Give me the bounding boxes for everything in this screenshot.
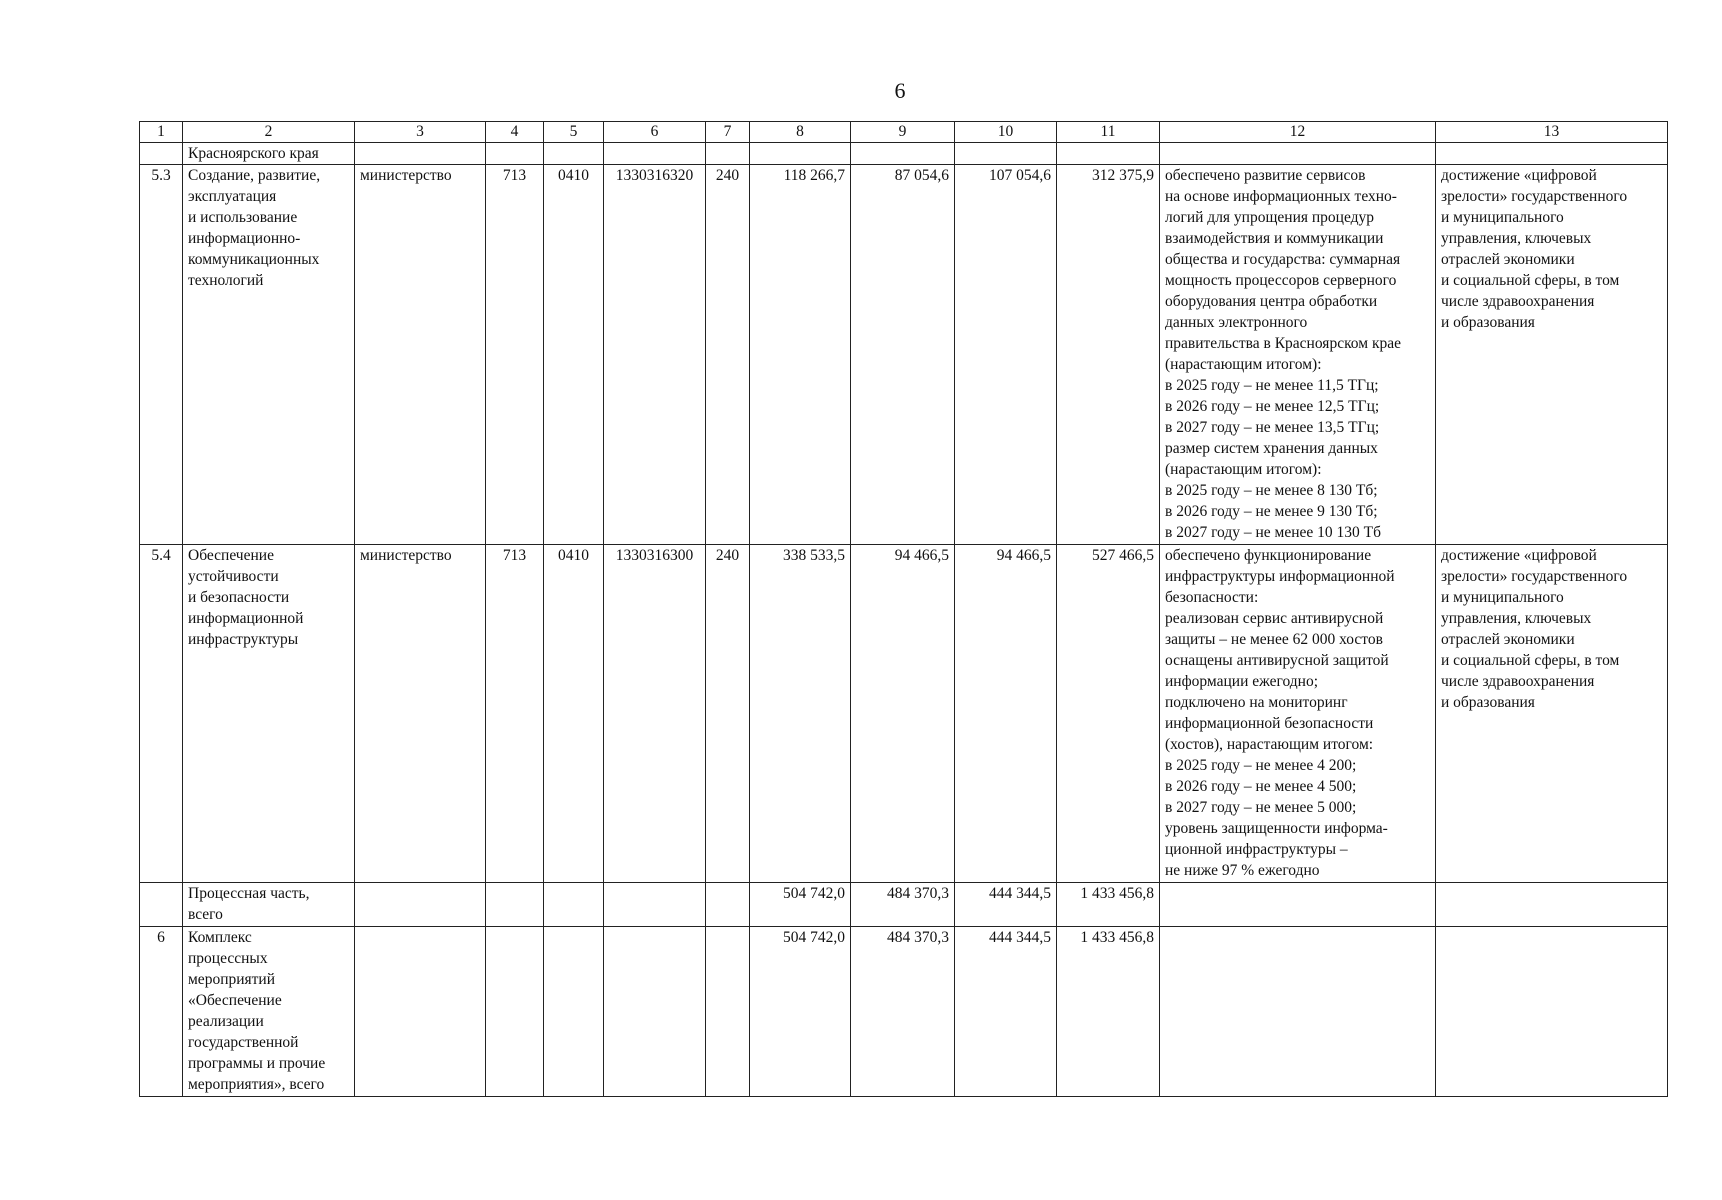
amount-9: 87 054,6 — [851, 165, 955, 545]
amount-11: 312 375,9 — [1057, 165, 1160, 545]
amount-11: 1 433 456,8 — [1057, 927, 1160, 1097]
column-header: 13 — [1436, 122, 1668, 143]
cell-code-4: 713 — [486, 165, 544, 545]
amount-9: 484 370,3 — [851, 927, 955, 1097]
cell-code-4: 713 — [486, 545, 544, 883]
cell-code-5: 0410 — [544, 545, 604, 883]
column-header: 8 — [750, 122, 851, 143]
result-description: обеспечено функционирование инфраструктуры информационной безопасности: реализован сервис антивирусной защиты – не менее 62 000 хостов оснащены антивирусной защитой информации ежегодно; подключено на мониторинг информационной безопасности (хостов), нарастающим итогом: в 2025 году – не менее 4 200; в 2026 году – не менее 4 500; в 2027 году – не менее 5 000; уровень защищенности информа- ционной инфраструктуры – не ниже 97 % ежегодно — [1160, 545, 1436, 883]
goal-description: достижение «цифровой зрелости» государственного и муниципального управления, ключевых отраслей экономики и социальной сферы, в том числе здравоохранения и образования — [1436, 545, 1668, 883]
budget-table — [139, 121, 1668, 1097]
column-header: 10 — [955, 122, 1057, 143]
amount-9: 94 466,5 — [851, 545, 955, 883]
column-header: 1 — [140, 122, 183, 143]
column-header: 2 — [183, 122, 355, 143]
amount-10: 444 344,5 — [955, 927, 1057, 1097]
table-row-6 — [140, 927, 1668, 1097]
amount-8: 118 266,7 — [750, 165, 851, 545]
amount-8: 504 742,0 — [750, 927, 851, 1097]
cell-code-5: 0410 — [544, 165, 604, 545]
column-header: 3 — [355, 122, 486, 143]
executor: министерство — [355, 545, 486, 883]
row-number — [140, 883, 183, 927]
column-header: 7 — [706, 122, 750, 143]
cell-code-6: 1330316300 — [604, 545, 706, 883]
continuation-text: Красноярского края — [183, 143, 355, 165]
column-header: 12 — [1160, 122, 1436, 143]
amount-10: 444 344,5 — [955, 883, 1057, 927]
continuation-row — [140, 143, 1668, 165]
amount-11: 527 466,5 — [1057, 545, 1160, 883]
column-header: 6 — [604, 122, 706, 143]
page-number: 6 — [894, 78, 906, 103]
row-number: 5.4 — [140, 545, 183, 883]
result-description: обеспечено развитие сервисов на основе информационных техно- логий для упрощения процедур взаимодействия и коммуникации общества и государства: суммарная мощность процессоров серверного оборудования центра обработки данных электронного правительства в Красноярском крае (нарастающим итогом): в 2025 году – не менее 11,5 ТГц; в 2026 году – не менее 12,5 ТГц; в 2027 году – не менее 13,5 ТГц; размер систем хранения данных (нарастающим итогом): в 2025 году – не менее 8 130 Тб; в 2026 году – не менее 9 130 Тб; в 2027 году – не менее 10 130 Тб — [1160, 165, 1436, 545]
column-header: 11 — [1057, 122, 1160, 143]
measure-name: Обеспечение устойчивости и безопасности информационной инфраструктуры — [183, 545, 355, 883]
cell-code-6: 1330316320 — [604, 165, 706, 545]
column-header: 9 — [851, 122, 955, 143]
measure-name: Процессная часть, всего — [183, 883, 355, 927]
goal-description: достижение «цифровой зрелости» государственного и муниципального управления, ключевых отраслей экономики и социальной сферы, в том числе здравоохранения и образования — [1436, 165, 1668, 545]
cell-code-7: 240 — [706, 545, 750, 883]
table-row-process-total — [140, 883, 1668, 927]
cell-code-7: 240 — [706, 165, 750, 545]
executor: министерство — [355, 165, 486, 545]
column-header: 5 — [544, 122, 604, 143]
amount-11: 1 433 456,8 — [1057, 883, 1160, 927]
amount-8: 504 742,0 — [750, 883, 851, 927]
column-number-row — [140, 122, 1668, 143]
table-row-5-3 — [140, 165, 1668, 545]
amount-9: 484 370,3 — [851, 883, 955, 927]
table-row-5-4 — [140, 545, 1668, 883]
column-header: 4 — [486, 122, 544, 143]
measure-name: Создание, развитие, эксплуатация и использование информационно- коммуникационных технологий — [183, 165, 355, 545]
amount-10: 94 466,5 — [955, 545, 1057, 883]
amount-8: 338 533,5 — [750, 545, 851, 883]
measure-name: Комплекс процессных мероприятий «Обеспечение реализации государственной программы и прочие мероприятия», всего — [183, 927, 355, 1097]
row-number: 5.3 — [140, 165, 183, 545]
amount-10: 107 054,6 — [955, 165, 1057, 545]
row-number: 6 — [140, 927, 183, 1097]
